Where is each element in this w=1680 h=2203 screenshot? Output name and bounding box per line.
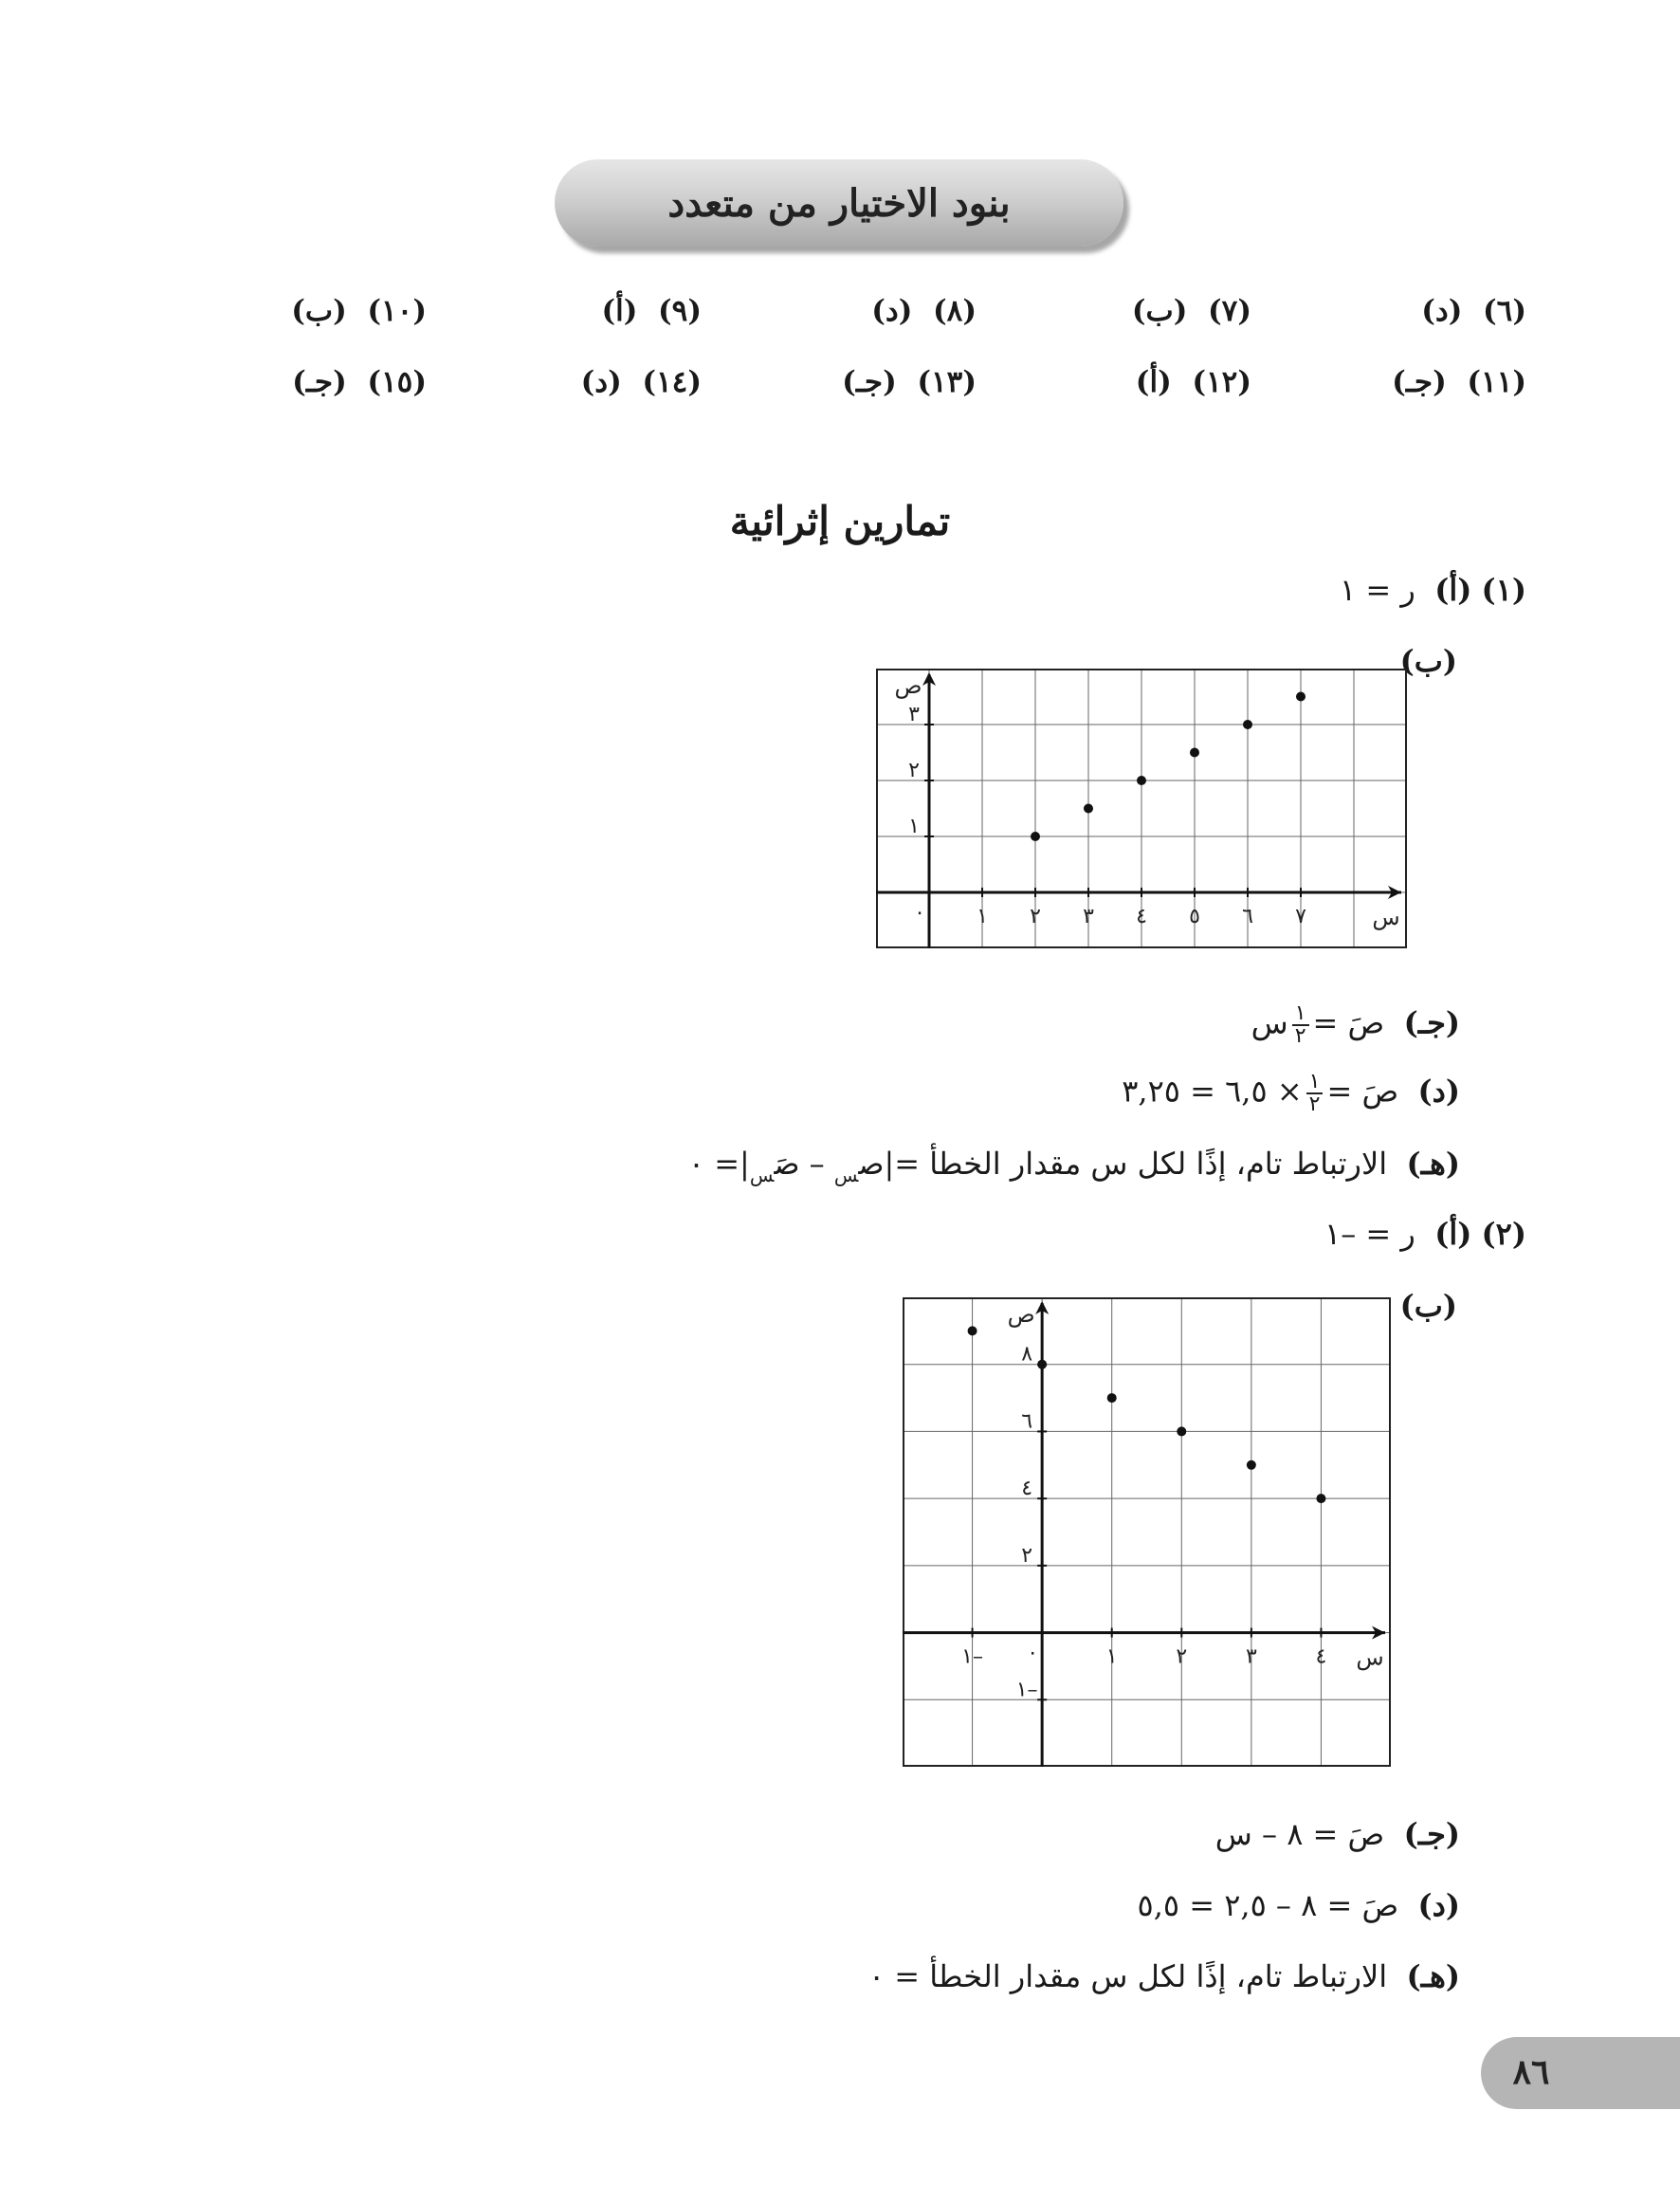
- x-tick-label: ١: [977, 905, 988, 928]
- mc-item: (٧) (ب): [1131, 294, 1251, 328]
- origin-label: ٠: [914, 901, 925, 925]
- ex1-part-a: (١) (أ) ر = ١: [1340, 572, 1526, 608]
- data-point: [1247, 1460, 1256, 1470]
- y-tick-label: ١–: [1015, 1678, 1038, 1702]
- x-tick-label: ٥: [1189, 905, 1200, 928]
- y-tick-label: ٤: [1021, 1477, 1033, 1501]
- fraction: $\frac{١}{٢}$: [1292, 1003, 1309, 1047]
- y-tick-label: ٣: [908, 703, 920, 726]
- x-tick-label: ٣: [1245, 1644, 1257, 1669]
- origin-label: ٠: [1027, 1641, 1039, 1665]
- x-tick-label: ١: [1105, 1644, 1118, 1669]
- section-title: بنود الاختيار من متعدد: [667, 180, 1011, 226]
- mc-item: (١٢) (أ): [1135, 365, 1251, 399]
- y-axis-title: ص: [1007, 1301, 1035, 1328]
- fraction: $\frac{١}{٢}$: [1306, 1072, 1324, 1115]
- data-point: [1316, 1494, 1325, 1503]
- x-axis-title: س: [1372, 904, 1400, 930]
- data-point: [1137, 776, 1146, 785]
- x-tick-label: ٣: [1083, 905, 1094, 928]
- mc-item: (٨) (د): [871, 294, 977, 328]
- data-point: [1107, 1393, 1117, 1403]
- mc-item: (١٣) (جـ): [842, 365, 977, 399]
- mc-item: (٩) (أ): [601, 294, 702, 328]
- mc-item: (١٥) (جـ): [292, 365, 427, 399]
- x-tick-label: ٤: [1136, 905, 1147, 928]
- data-point: [1084, 804, 1093, 814]
- mc-item: (١٠) (ب): [291, 294, 427, 328]
- page-number: ٨٦: [1512, 2052, 1550, 2092]
- section-banner: [555, 159, 1123, 247]
- ex2-part-c: (جـ) صَ = ٨ – س: [1214, 1816, 1460, 1852]
- mc-item: (١١) (جـ): [1392, 365, 1526, 399]
- x-tick-label: ٧: [1295, 905, 1306, 928]
- data-point: [1190, 748, 1199, 758]
- ex2-part-d: (د) صَ = ٨ – ٢,٥ = ٥,٥: [1137, 1887, 1460, 1923]
- data-point: [1037, 1360, 1047, 1369]
- y-tick-label: ٢: [1021, 1543, 1033, 1568]
- data-point: [1031, 832, 1040, 841]
- scatter-chart-1: [876, 669, 1407, 948]
- y-tick-label: ٢: [908, 759, 920, 782]
- scatter-chart-2: [903, 1297, 1391, 1767]
- data-point: [1296, 692, 1306, 702]
- y-tick-label: ١: [908, 815, 920, 838]
- x-tick-label: ٢: [1176, 1644, 1188, 1669]
- y-tick-label: ٦: [1021, 1409, 1033, 1434]
- ex1-part-c: (جـ) صَ = $\frac{١}{٢}$ س: [1251, 1001, 1460, 1048]
- ex1-part-b-label: (ب): [1399, 643, 1457, 679]
- ex2-part-a: (٢) (أ) ر = –١: [1324, 1216, 1526, 1252]
- x-tick-label: ١–: [961, 1644, 983, 1669]
- ex2-part-e: (هـ) الارتباط تام، إذًا لكل س مقدار الخطأ = ٠: [867, 1958, 1460, 1994]
- ex1-part-d: (د) صَ = $\frac{١}{٢}$ × ٦,٥ = ٣,٢٥: [1122, 1070, 1460, 1116]
- data-point: [968, 1326, 977, 1335]
- enrichment-title: تمارين إثرائية: [729, 498, 951, 544]
- ex2-part-b-label: (ب): [1399, 1288, 1457, 1324]
- mc-item: (١٤) (د): [580, 365, 702, 399]
- y-axis-title: ص: [894, 672, 922, 699]
- mc-item: (٦) (د): [1421, 294, 1526, 328]
- x-tick-label: ٢: [1030, 905, 1041, 928]
- chart-frame: [904, 1298, 1390, 1766]
- x-axis-title: س: [1356, 1643, 1384, 1671]
- data-point: [1177, 1426, 1186, 1436]
- ex1-part-e: (هـ) الارتباط تام، إذًا لكل س مقدار الخطأ =|ص$_س$ – $صَ_س|=$ ٠: [687, 1146, 1460, 1186]
- x-tick-label: ٦: [1242, 905, 1253, 928]
- data-point: [1243, 720, 1252, 729]
- x-tick-label: ٤: [1315, 1644, 1327, 1669]
- y-tick-label: ٨: [1021, 1342, 1033, 1367]
